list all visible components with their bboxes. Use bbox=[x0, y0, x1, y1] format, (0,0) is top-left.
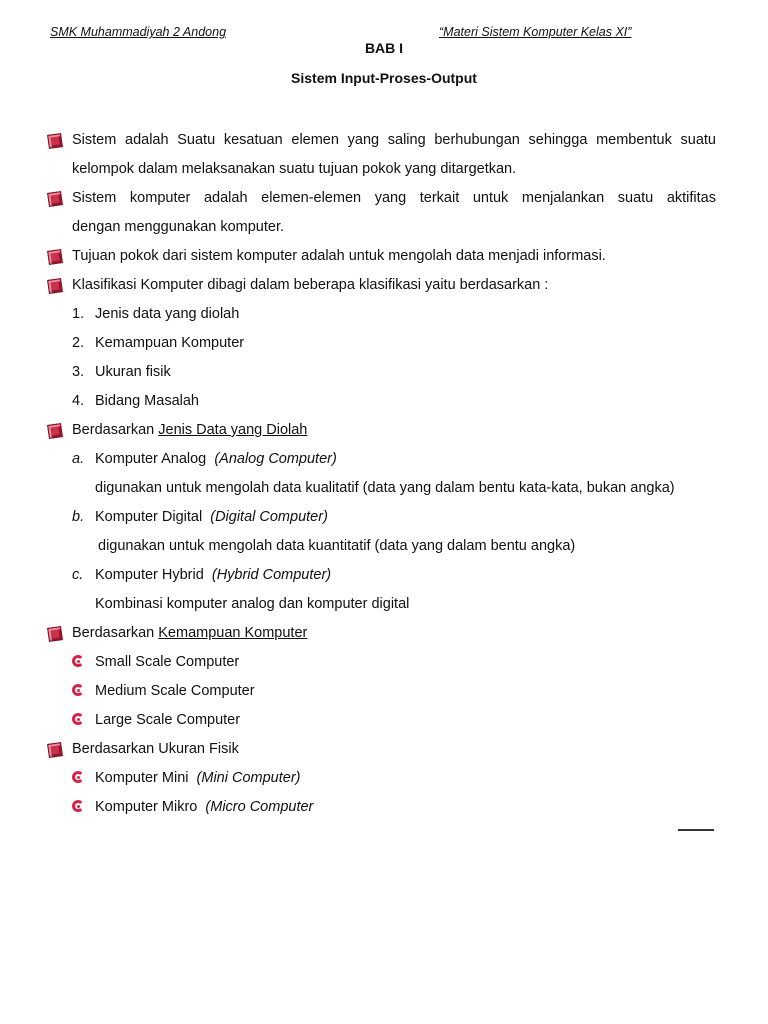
bullet-item bbox=[48, 242, 716, 271]
number-label: 3. bbox=[72, 364, 85, 380]
chapter-subtitle: Sistem Input-Proses-Output bbox=[291, 70, 477, 86]
item-alt: (Mini Computer) bbox=[196, 770, 301, 786]
chapter-title: BAB I bbox=[364, 40, 404, 56]
swirl-bullet-icon bbox=[72, 677, 95, 706]
item-description: digunakan untuk mengolah data kuantitatif (data yang dalam bentu angka) bbox=[98, 538, 576, 554]
section-heading bbox=[48, 735, 716, 764]
number-label: 2. bbox=[72, 335, 85, 351]
swirl-item bbox=[48, 764, 716, 793]
square-bullet-icon bbox=[48, 416, 72, 438]
section-heading bbox=[48, 416, 716, 445]
item-alt: (Digital Computer) bbox=[210, 509, 328, 525]
numbered-text: Ukuran fisik bbox=[95, 364, 171, 380]
numbered-item bbox=[48, 300, 716, 329]
item-name: Komputer Analog bbox=[95, 451, 207, 467]
section-title: Kemampuan Komputer bbox=[158, 625, 308, 641]
swirl-item-text: Large Scale Computer bbox=[95, 712, 241, 728]
bullet-continuation: kelompok dalam melaksanakan suatu tujuan pokok yang ditargetkan. bbox=[72, 161, 517, 177]
item-description: Kombinasi komputer analog dan komputer digital bbox=[95, 596, 410, 612]
swirl-bullet-icon bbox=[72, 648, 95, 677]
letter-label: c. bbox=[72, 567, 84, 583]
section-prefix: Berdasarkan bbox=[72, 422, 159, 438]
square-bullet-icon bbox=[48, 735, 72, 757]
bullet-text: Sistem komputer adalah elemen-elemen yang terkait untuk menjalankan suatu aktifitas bbox=[72, 190, 716, 206]
item-alt: (Analog Computer) bbox=[214, 451, 337, 467]
square-bullet-icon bbox=[48, 126, 72, 148]
letter-label: b. bbox=[72, 509, 85, 525]
section-heading bbox=[48, 619, 716, 648]
bullet-text: Sistem adalah Suatu kesatuan elemen yang saling berhubungan sehingga membentuk suatu bbox=[72, 132, 716, 148]
bullet-item bbox=[48, 126, 716, 155]
lettered-item bbox=[48, 561, 716, 590]
square-bullet-icon bbox=[48, 271, 72, 293]
item-name: Komputer Digital bbox=[95, 509, 203, 525]
bullet-text: Tujuan pokok dari sistem komputer adalah untuk mengolah data menjadi informasi. bbox=[72, 248, 606, 264]
item-description: digunakan untuk mengolah data kualitatif (data yang dalam bentu kata-kata, bukan angka) bbox=[95, 480, 675, 496]
item-name: Komputer Mikro bbox=[95, 799, 198, 815]
item-name: Komputer Hybrid bbox=[95, 567, 204, 583]
square-bullet-icon bbox=[48, 619, 72, 641]
lettered-item bbox=[48, 503, 716, 532]
item-alt: (Micro Computer bbox=[205, 799, 314, 815]
header-subject: “Materi Sistem Komputer Kelas XI” bbox=[439, 25, 632, 39]
bullet-text: Klasifikasi Komputer dibagi dalam beberapa klasifikasi yaitu berdasarkan : bbox=[72, 277, 549, 293]
item-name: Komputer Mini bbox=[95, 770, 189, 786]
swirl-item-text: Medium Scale Computer bbox=[95, 683, 255, 699]
number-label: 4. bbox=[72, 393, 85, 409]
swirl-item bbox=[48, 793, 716, 822]
numbered-text: Kemampuan Komputer bbox=[95, 335, 245, 351]
item-alt: (Hybrid Computer) bbox=[211, 567, 332, 583]
section-title: Jenis Data yang Diolah bbox=[158, 422, 308, 438]
numbered-text: Bidang Masalah bbox=[95, 393, 199, 409]
header-school: SMK Muhammadiyah 2 Andong bbox=[50, 25, 227, 39]
cropped-text-fragment bbox=[678, 829, 714, 835]
bullet-continuation: dengan menggunakan komputer. bbox=[72, 219, 285, 235]
swirl-item bbox=[48, 706, 716, 735]
swirl-item-text: Small Scale Computer bbox=[95, 654, 240, 670]
numbered-item bbox=[48, 358, 716, 387]
swirl-bullet-icon bbox=[72, 706, 95, 735]
number-label: 1. bbox=[72, 306, 85, 322]
square-bullet-icon bbox=[48, 184, 72, 206]
document-body bbox=[48, 126, 716, 822]
numbered-item bbox=[48, 329, 716, 358]
swirl-item bbox=[48, 677, 716, 706]
bullet-item bbox=[48, 184, 716, 213]
section-prefix: Berdasarkan bbox=[72, 625, 159, 641]
bullet-item bbox=[48, 271, 716, 300]
square-bullet-icon bbox=[48, 242, 72, 264]
swirl-bullet-icon bbox=[72, 793, 95, 822]
lettered-item bbox=[48, 445, 716, 474]
section-title: Berdasarkan Ukuran Fisik bbox=[72, 741, 239, 757]
numbered-item bbox=[48, 387, 716, 416]
swirl-item bbox=[48, 648, 716, 677]
letter-label: a. bbox=[72, 451, 85, 467]
swirl-bullet-icon bbox=[72, 764, 95, 793]
numbered-text: Jenis data yang diolah bbox=[95, 306, 240, 322]
